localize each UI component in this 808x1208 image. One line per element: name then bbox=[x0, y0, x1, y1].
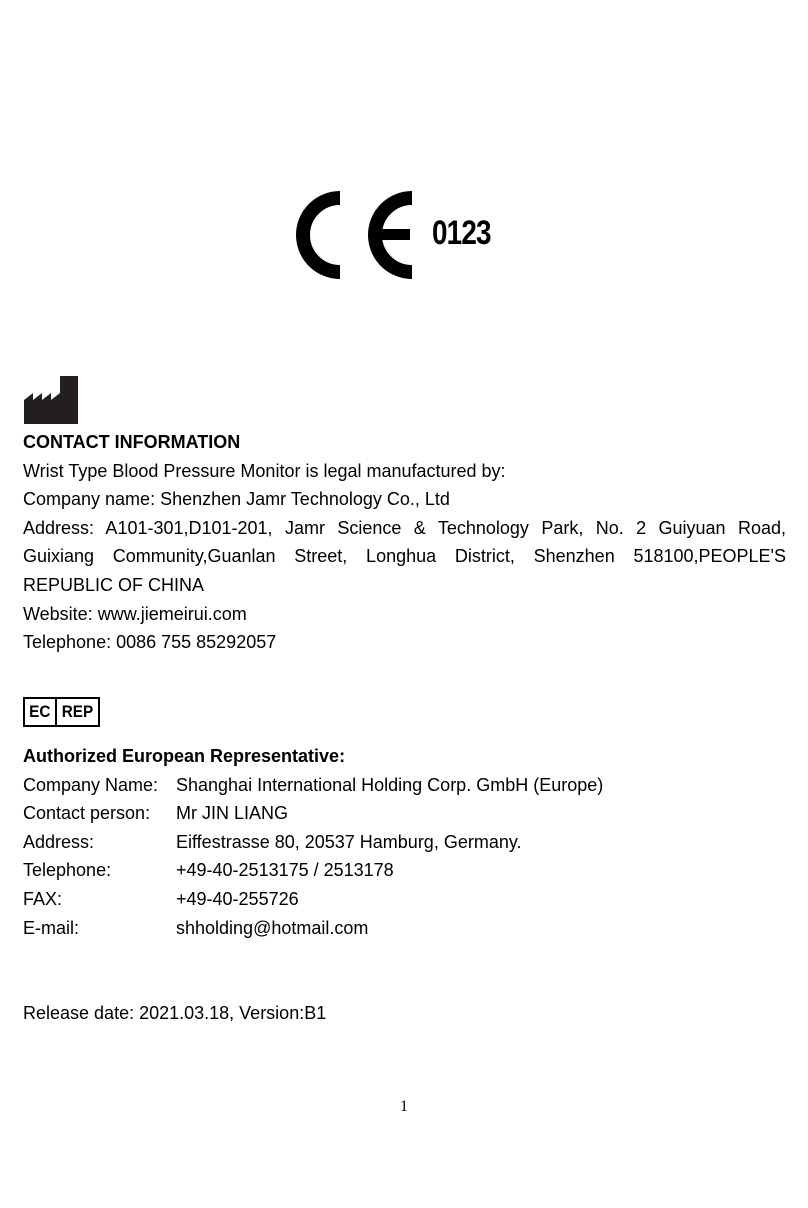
contact-telephone: Telephone: 0086 755 85292057 bbox=[23, 632, 277, 653]
rep-value: shholding@hotmail.com bbox=[176, 917, 369, 938]
rep-label: Contact person: bbox=[23, 803, 151, 824]
rep-value: Mr JIN LIANG bbox=[176, 803, 289, 824]
contact-company: Company name: Shenzhen Jamr Technology Co., Ltd bbox=[23, 489, 450, 510]
rep-value: +49-40-2513175 / 2513178 bbox=[176, 860, 394, 881]
representative-heading: Authorized European Representative: bbox=[23, 746, 346, 766]
rep-row-company bbox=[23, 771, 786, 800]
contact-intro: Wrist Type Blood Pressure Monitor is legal manufactured by: bbox=[23, 460, 506, 481]
notified-body-number: 0123 bbox=[432, 214, 491, 252]
release-info: Release date: 2021.03.18, Version:B1 bbox=[23, 1003, 327, 1023]
manufacturer-icon bbox=[24, 376, 78, 424]
european-representative bbox=[23, 742, 786, 942]
rep-row-telephone bbox=[23, 856, 786, 885]
rep-label: Company Name: bbox=[23, 774, 159, 795]
rep-value: Eiffestrasse 80, 20537 Hamburg, Germany. bbox=[176, 831, 522, 852]
rep-value: +49-40-255726 bbox=[176, 888, 299, 909]
contact-website: Website: www.jiemeirui.com bbox=[23, 603, 247, 624]
rep-label: Address: bbox=[23, 831, 95, 852]
contact-heading: CONTACT INFORMATION bbox=[23, 432, 241, 452]
rep-label: Telephone: bbox=[23, 860, 112, 881]
ec-rep-right: REP bbox=[61, 702, 93, 721]
rep-row-email bbox=[23, 914, 786, 943]
contact-information bbox=[23, 428, 786, 657]
rep-row-contact bbox=[23, 799, 786, 828]
rep-row-address bbox=[23, 828, 786, 857]
ec-rep-symbol bbox=[23, 697, 100, 727]
rep-value: Shanghai International Holding Corp. GmbH (Europe) bbox=[176, 774, 604, 795]
rep-row-fax bbox=[23, 885, 786, 914]
rep-label: FAX: bbox=[23, 888, 63, 909]
rep-label: E-mail: bbox=[23, 917, 80, 938]
ec-rep-divider bbox=[55, 699, 57, 725]
ec-rep-left: EC bbox=[29, 702, 51, 721]
page-number: 1 bbox=[400, 1098, 408, 1115]
contact-address: Address: A101-301,D101-201, Jamr Science & Technology Park, No. 2 Guiyuan Road, Guixiang Community,Guanlan Street, Longhua District, Shenzhen 518100,PEOPLE'S REPUBLIC OF CHINA bbox=[23, 517, 786, 595]
